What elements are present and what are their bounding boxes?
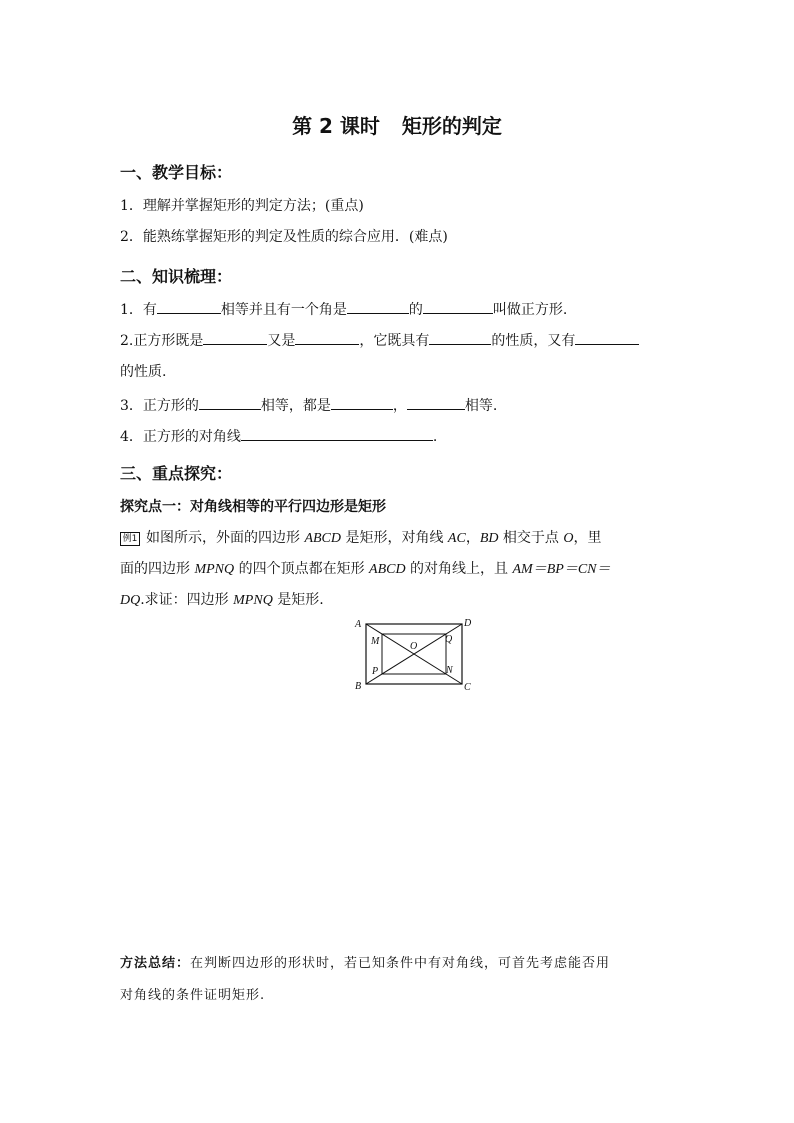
method-summary-line-1: 方法总结：在判断四边形的形状时，若已知条件中有对角线，可首先考虑能否用	[120, 956, 611, 971]
fill-blank[interactable]	[331, 395, 393, 410]
fill-blank[interactable]	[575, 330, 639, 345]
title-topic: 矩形的判定	[401, 114, 502, 138]
label-a: A	[355, 619, 362, 630]
label-o: O	[410, 641, 418, 652]
section-teaching-goals: 一、教学目标：	[120, 163, 233, 182]
example-badge: 例1	[120, 532, 140, 546]
fill-blank[interactable]	[429, 330, 491, 345]
method-summary-label: 方法总结：	[120, 956, 191, 971]
knowledge-line-3: 3．正方形的 相等，都是 ， 相等.	[120, 395, 497, 415]
knowledge-line-1: 1．有 相等并且有一个角是 的 叫做正方形.	[120, 299, 567, 319]
knowledge-line-2: 2.正方形既是 又是 ，它既具有 的性质，又有	[120, 330, 639, 350]
label-n: N	[446, 665, 453, 676]
exploration-point-1: 探究点一：对角线相等的平行四边形是矩形	[120, 499, 386, 515]
fill-blank[interactable]	[241, 426, 433, 441]
fill-blank[interactable]	[199, 395, 261, 410]
method-summary-line-2: 对角线的条件证明矩形.	[120, 988, 266, 1003]
page-title	[0, 110, 794, 139]
goal-item-2: 2．能熟练掌握矩形的判定及性质的综合应用．(难点)	[120, 229, 448, 245]
fill-blank[interactable]	[295, 330, 359, 345]
example-line-3: DQ.求证：四边形 MPNQ 是矩形.	[120, 592, 324, 608]
label-m: M	[371, 636, 380, 647]
label-q: Q	[445, 634, 453, 645]
knowledge-line-2-cont: 的性质.	[120, 364, 167, 380]
example-line-2: 面的四边形 MPNQ 的四个顶点都在矩形 ABCD 的对角线上，且 AM＝BP＝CN＝	[120, 561, 611, 577]
goal-item-1: 1．理解并掌握矩形的判定方法；(重点)	[120, 198, 364, 214]
label-b: B	[355, 681, 362, 692]
title-lesson: 第 2 课时	[292, 114, 380, 138]
label-d: D	[464, 618, 472, 629]
fill-blank[interactable]	[203, 330, 267, 345]
rectangle-diagram	[348, 612, 478, 696]
knowledge-line-4: 4．正方形的对角线 .	[120, 426, 437, 446]
fill-blank[interactable]	[407, 395, 465, 410]
section-key-exploration: 三、重点探究：	[120, 464, 233, 483]
fill-blank[interactable]	[347, 299, 409, 314]
fill-blank[interactable]	[157, 299, 221, 314]
label-p: P	[372, 666, 379, 677]
label-c: C	[464, 682, 471, 693]
section-knowledge: 二、知识梳理：	[120, 267, 233, 286]
example-line-1: 例1 如图所示，外面的四边形 ABCD 是矩形，对角线 AC，BD 相交于点 O，里	[120, 527, 602, 547]
fill-blank[interactable]	[423, 299, 493, 314]
